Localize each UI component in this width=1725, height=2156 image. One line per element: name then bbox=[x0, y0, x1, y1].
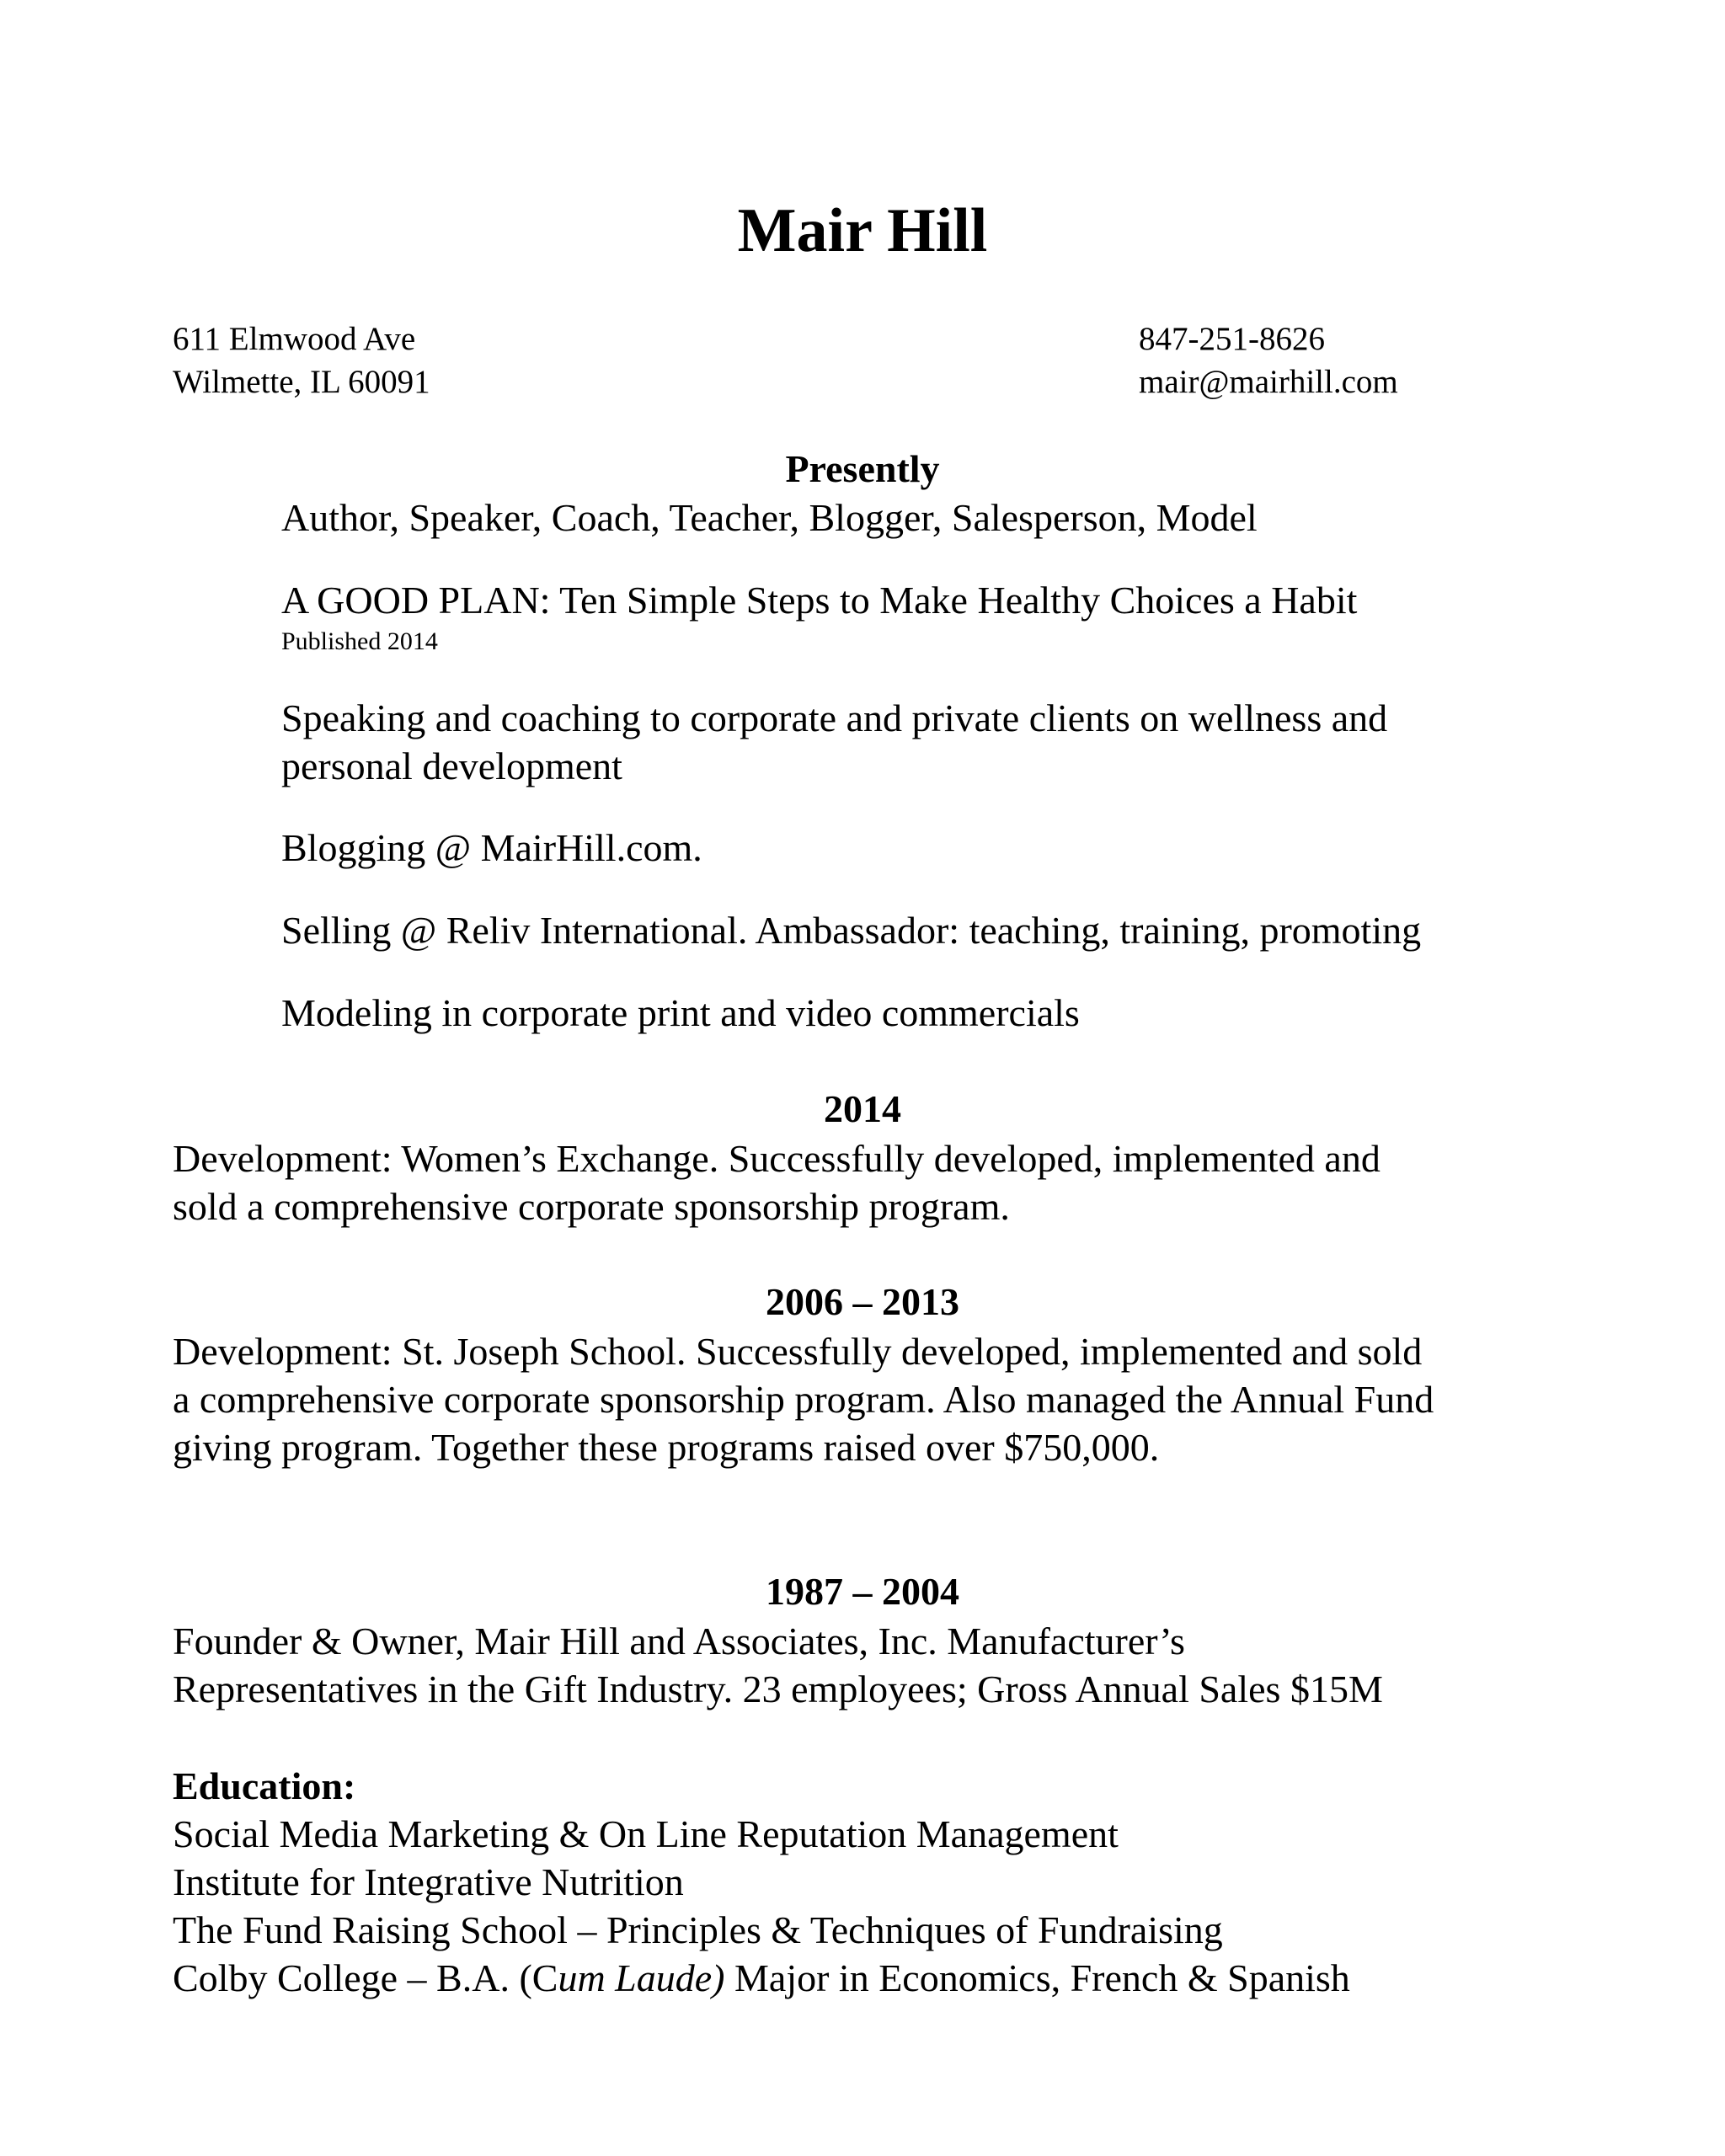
experience-line: Representatives in the Gift Industry. 23 employees; Gross Annual Sales $15M bbox=[173, 1668, 1383, 1710]
experience-line: sold a comprehensive corporate sponsorship program. bbox=[173, 1185, 1010, 1228]
experience-line: Development: St. Joseph School. Successfully developed, implemented and sold bbox=[173, 1330, 1423, 1373]
email-address: mair@mairhill.com bbox=[1139, 364, 1398, 400]
experience-years-2014: 2014 bbox=[824, 1087, 901, 1130]
address-line-1: 611 Elmwood Ave bbox=[173, 321, 416, 357]
roles-line: Author, Speaker, Coach, Teacher, Blogger, Salesperson, Model bbox=[281, 496, 1258, 539]
education-list bbox=[173, 1810, 1350, 2002]
experience-entry-1987-2004 bbox=[173, 1617, 1383, 1713]
experience-line: Founder & Owner, Mair Hill and Associates, Inc. Manufacturer’s bbox=[173, 1620, 1185, 1662]
colby-degree: Colby College – B.A. (C bbox=[173, 1956, 558, 1999]
experience-years-2006-2013: 2006 – 2013 bbox=[766, 1280, 959, 1323]
presently-heading: Presently bbox=[785, 447, 940, 490]
speaking-line-1: Speaking and coaching to corporate and private clients on wellness and bbox=[281, 696, 1388, 739]
education-heading: Education: bbox=[173, 1764, 356, 1807]
experience-line: giving program. Together these programs raised over $750,000. bbox=[173, 1426, 1160, 1469]
experience-entry-2014 bbox=[173, 1134, 1381, 1230]
address-line-2: Wilmette, IL 60091 bbox=[173, 364, 430, 400]
page-title: Mair Hill bbox=[737, 196, 988, 265]
blogging-line: Blogging @ MairHill.com. bbox=[281, 826, 702, 869]
experience-years-1987-2004: 1987 – 2004 bbox=[766, 1570, 959, 1613]
address-block bbox=[173, 318, 430, 403]
experience-entry-2006-2013 bbox=[173, 1327, 1434, 1471]
speaking-text bbox=[281, 694, 1387, 790]
experience-line: Development: Women’s Exchange. Successfully developed, implemented and bbox=[173, 1137, 1381, 1180]
education-item: Institute for Integrative Nutrition bbox=[173, 1860, 684, 1903]
colby-major: Major in Economics, French & Spanish bbox=[724, 1956, 1350, 1999]
phone-number: 847-251-8626 bbox=[1139, 321, 1325, 357]
book-title: A GOOD PLAN: Ten Simple Steps to Make Healthy Choices a Habit bbox=[281, 579, 1358, 622]
education-item: The Fund Raising School – Principles & Techniques of Fundraising bbox=[173, 1908, 1223, 1951]
speaking-line-2: personal development bbox=[281, 744, 622, 787]
education-item: Social Media Marketing & On Line Reputation Management bbox=[173, 1812, 1119, 1855]
experience-line: a comprehensive corporate sponsorship program. Also managed the Annual Fund bbox=[173, 1378, 1434, 1421]
education-item-colby bbox=[173, 1954, 1350, 2002]
selling-line: Selling @ Reliv International. Ambassador: teaching, training, promoting bbox=[281, 909, 1422, 952]
contact-block bbox=[1139, 318, 1398, 403]
modeling-line: Modeling in corporate print and video commercials bbox=[281, 991, 1080, 1034]
book-published: Published 2014 bbox=[281, 627, 438, 655]
colby-honors: um Laude) bbox=[558, 1956, 725, 1999]
